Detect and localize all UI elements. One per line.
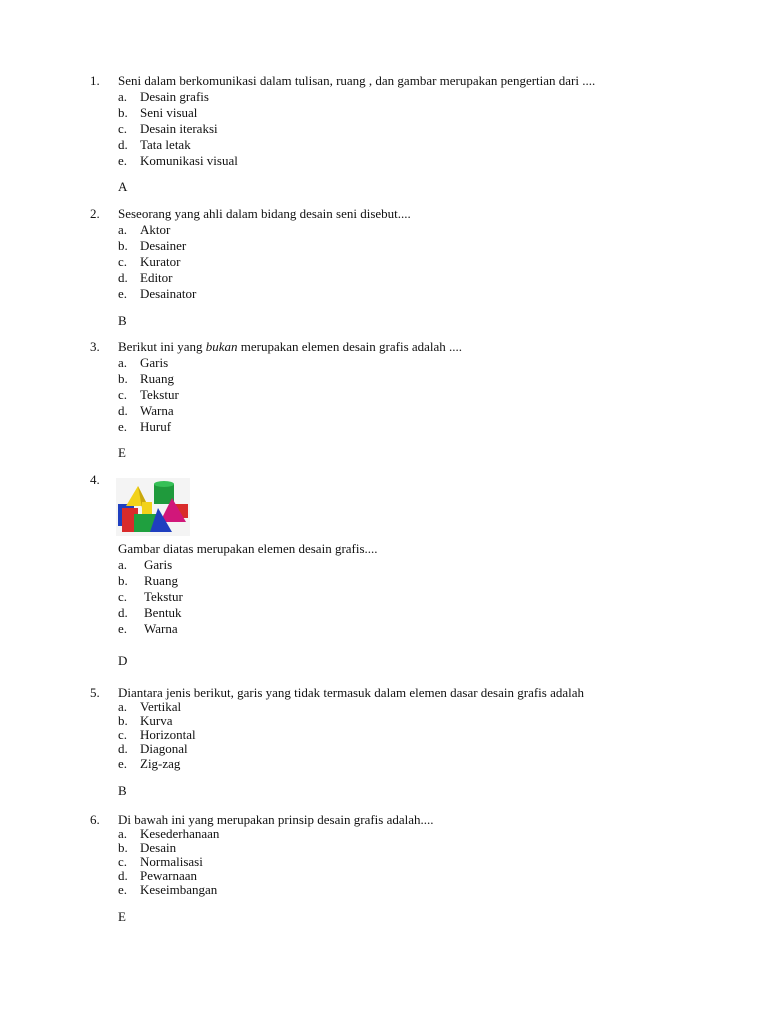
answer-key: E bbox=[118, 445, 126, 460]
option-letter: a. bbox=[118, 355, 128, 370]
option-text: Seni visual bbox=[140, 105, 198, 120]
option-text: Desain iteraksi bbox=[140, 121, 218, 136]
option-text: Bentuk bbox=[144, 605, 182, 620]
option-letter: c. bbox=[118, 387, 128, 402]
option-text: Kurva bbox=[140, 713, 173, 728]
question-text-after: merupakan elemen desain grafis adalah .... bbox=[237, 339, 463, 354]
option-text: Huruf bbox=[140, 419, 172, 434]
option-letter: a. bbox=[118, 699, 128, 714]
option-text: Zig-zag bbox=[140, 756, 181, 771]
option-text: Kesederhanaan bbox=[140, 826, 220, 841]
question-text-emphasis: bukan bbox=[205, 339, 238, 354]
question-number: 1. bbox=[90, 73, 100, 88]
option-letter: c. bbox=[118, 854, 128, 869]
answer-key: D bbox=[118, 653, 128, 668]
option-letter: c. bbox=[118, 121, 128, 136]
option-e bbox=[118, 153, 238, 169]
question-text: Diantara jenis berikut, garis yang tidak termasuk dalam elemen dasar desain grafis adalah bbox=[118, 685, 585, 700]
option-letter: d. bbox=[118, 270, 128, 285]
option-text: Vertikal bbox=[140, 699, 182, 714]
question-number: 4. bbox=[90, 472, 100, 487]
question-text: Di bawah ini yang merupakan prinsip desain grafis adalah.... bbox=[118, 812, 434, 827]
option-letter: a. bbox=[118, 222, 128, 237]
question-text bbox=[118, 339, 462, 355]
question-text: Gambar diatas merupakan elemen desain grafis.... bbox=[118, 541, 378, 556]
answer-key: E bbox=[118, 909, 126, 924]
option-letter: e. bbox=[118, 882, 128, 897]
option-letter: a. bbox=[118, 826, 128, 841]
option-a bbox=[118, 355, 168, 371]
option-e bbox=[118, 882, 217, 898]
option-c bbox=[118, 387, 179, 403]
question-text: Seni dalam berkomunikasi dalam tulisan, ruang , dan gambar merupakan pengertian dari .... bbox=[118, 73, 596, 88]
option-e bbox=[118, 286, 196, 302]
option-d bbox=[118, 403, 174, 419]
option-text: Warna bbox=[140, 403, 174, 418]
option-text: Tekstur bbox=[144, 589, 183, 604]
option-text: Desainator bbox=[140, 286, 197, 301]
option-text: Ruang bbox=[140, 371, 174, 386]
option-d bbox=[118, 741, 188, 757]
option-letter: b. bbox=[118, 371, 128, 386]
option-letter: e. bbox=[118, 153, 128, 168]
option-letter: c. bbox=[118, 727, 128, 742]
option-letter: c. bbox=[118, 589, 128, 604]
option-b bbox=[118, 573, 178, 589]
option-text: Desain bbox=[140, 840, 177, 855]
option-e bbox=[118, 419, 171, 435]
option-letter: d. bbox=[118, 741, 128, 756]
option-letter: b. bbox=[118, 713, 128, 728]
question-number: 5. bbox=[90, 685, 100, 700]
option-letter: b. bbox=[118, 840, 128, 855]
option-b bbox=[118, 371, 174, 387]
option-letter: d. bbox=[118, 137, 128, 152]
option-text: Warna bbox=[144, 621, 178, 636]
option-letter: b. bbox=[118, 238, 128, 253]
option-a bbox=[118, 89, 209, 105]
option-letter: e. bbox=[118, 621, 128, 636]
option-text: Diagonal bbox=[140, 741, 188, 756]
option-text: Pewarnaan bbox=[140, 868, 198, 883]
option-text: Garis bbox=[140, 355, 169, 370]
option-text: Ruang bbox=[144, 573, 178, 588]
answer-key: A bbox=[118, 179, 128, 194]
question-text: Seseorang yang ahli dalam bidang desain seni disebut.... bbox=[118, 206, 411, 221]
option-letter: b. bbox=[118, 573, 128, 588]
question-number: 2. bbox=[90, 206, 100, 221]
option-a bbox=[118, 557, 172, 573]
option-letter: e. bbox=[118, 419, 128, 434]
option-letter: e. bbox=[118, 756, 128, 771]
geometric-shapes-image bbox=[116, 478, 190, 536]
option-letter: a. bbox=[118, 89, 128, 104]
option-c bbox=[118, 254, 180, 270]
option-d bbox=[118, 605, 182, 621]
option-text: Garis bbox=[144, 557, 173, 572]
option-text: Aktor bbox=[140, 222, 171, 237]
option-d bbox=[118, 137, 191, 153]
option-text: Kurator bbox=[140, 254, 181, 269]
option-c bbox=[118, 121, 218, 137]
option-a bbox=[118, 222, 170, 238]
option-text: Desain grafis bbox=[140, 89, 209, 104]
option-b bbox=[118, 238, 186, 254]
option-letter: d. bbox=[118, 403, 128, 418]
option-letter: b. bbox=[118, 105, 128, 120]
option-d bbox=[118, 270, 173, 286]
option-text: Keseimbangan bbox=[140, 882, 218, 897]
option-text: Normalisasi bbox=[140, 854, 203, 869]
answer-key: B bbox=[118, 313, 127, 328]
option-text: Komunikasi visual bbox=[140, 153, 238, 168]
option-b bbox=[118, 105, 197, 121]
option-text: Tata letak bbox=[140, 137, 191, 152]
answer-key: B bbox=[118, 783, 127, 798]
question-number: 3. bbox=[90, 339, 100, 354]
option-letter: a. bbox=[118, 557, 128, 572]
question-number: 6. bbox=[90, 812, 100, 827]
option-c bbox=[118, 589, 183, 605]
option-letter: e. bbox=[118, 286, 128, 301]
option-e bbox=[118, 756, 180, 772]
option-text: Horizontal bbox=[140, 727, 196, 742]
option-letter: d. bbox=[118, 868, 128, 883]
option-text: Tekstur bbox=[140, 387, 179, 402]
option-letter: d. bbox=[118, 605, 128, 620]
option-text: Desainer bbox=[140, 238, 187, 253]
option-e bbox=[118, 621, 178, 637]
question-text-before: Berikut ini yang bbox=[118, 339, 206, 354]
option-letter: c. bbox=[118, 254, 128, 269]
option-text: Editor bbox=[140, 270, 173, 285]
